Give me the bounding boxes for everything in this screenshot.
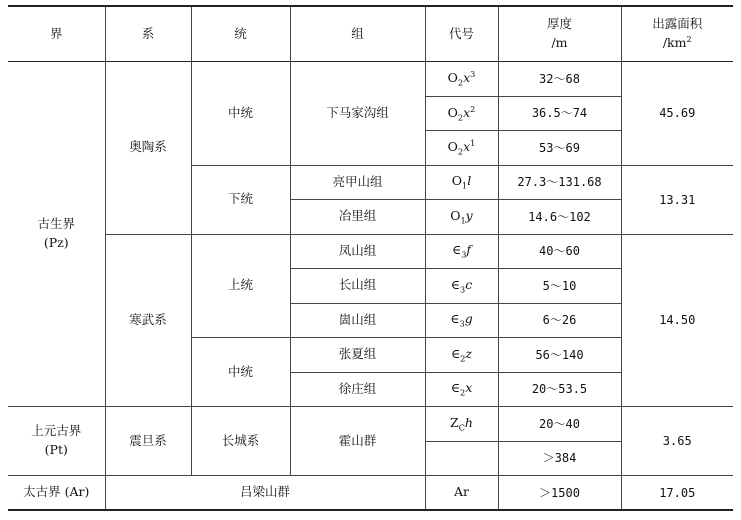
- system-cambrian: 寒武系: [105, 234, 191, 407]
- area-cambrian: 14.50: [621, 234, 733, 407]
- header-code: 代号: [425, 6, 498, 62]
- code-o2x3: $O_2x^3$: [425, 62, 498, 97]
- group-liangjiashan: 亮甲山组: [290, 165, 425, 200]
- area-sinian: 3.65: [621, 407, 733, 476]
- code-zch-empty: [425, 441, 498, 476]
- header-thickness-title: 厚度: [546, 16, 572, 32]
- code-ar: Ar: [425, 476, 498, 511]
- series-ordovician-lower: 下统: [191, 165, 290, 234]
- table-row: [8, 234, 733, 269]
- area-ordovician-lower: 13.31: [621, 165, 733, 234]
- group-fengshan: 凤山组: [290, 234, 425, 269]
- thickness-e2x: 20～53.5: [498, 372, 621, 407]
- header-thickness-unit: /m: [551, 35, 568, 50]
- code-o2x1: $O_2x^1$: [425, 131, 498, 166]
- code-e2z: $\in_2z$: [425, 338, 498, 373]
- series-ordovician-middle: 中统: [191, 62, 290, 166]
- group-xuzhuang: 徐庄组: [290, 372, 425, 407]
- table-row: [8, 407, 733, 442]
- thickness-o1l: 27.3～131.68: [498, 165, 621, 200]
- header-system: 系: [105, 6, 191, 62]
- system-sinian: 震旦系: [105, 407, 191, 476]
- eon-paleozoic: 古生界 (Pz): [8, 62, 105, 407]
- code-o2x2: $O_2x^2$: [425, 96, 498, 131]
- header-area-unit: $/km^2$: [662, 34, 692, 51]
- code-o1y: $O_1y$: [425, 200, 498, 235]
- code-e3f: $\in_3f$: [425, 234, 498, 269]
- thickness-zch-a: 20～40: [498, 407, 621, 442]
- header-area: [621, 6, 733, 62]
- group-lvliangshan: 吕梁山群: [105, 476, 425, 511]
- code-e3c: $\in_3c$: [425, 269, 498, 304]
- thickness-e3c: 5～10: [498, 269, 621, 304]
- code-e3g: $\in_3g$: [425, 303, 498, 338]
- table-row: [8, 62, 733, 97]
- thickness-o2x2: 36.5～74: [498, 96, 621, 131]
- series-cambrian-middle: 中统: [191, 338, 290, 407]
- code-o1l: $O_1l$: [425, 165, 498, 200]
- code-zch: $Z_Ch$: [425, 407, 498, 442]
- thickness-ar: ＞1500: [498, 476, 621, 511]
- code-e2x: $\in_2x$: [425, 372, 498, 407]
- area-archean: 17.05: [621, 476, 733, 511]
- system-ordovician: 奥陶系: [105, 62, 191, 235]
- thickness-o2x1: 53～69: [498, 131, 621, 166]
- header-series: 统: [191, 6, 290, 62]
- group-changshan: 长山组: [290, 269, 425, 304]
- header-group: 组: [290, 6, 425, 62]
- stratigraphy-table: [8, 5, 733, 511]
- thickness-e3f: 40～60: [498, 234, 621, 269]
- table-row: [8, 476, 733, 511]
- series-cambrian-upper: 上统: [191, 234, 290, 338]
- series-changcheng: 长城系: [191, 407, 290, 476]
- thickness-o1y: 14.6～102: [498, 200, 621, 235]
- group-yeli: 冶里组: [290, 200, 425, 235]
- eon-archean: 太古界 (Ar): [8, 476, 105, 511]
- group-zhangxia: 张夏组: [290, 338, 425, 373]
- eon-proterozoic: 上元古界 (Pt): [8, 407, 105, 476]
- header-thickness: [498, 6, 621, 62]
- group-huoshan: 霍山群: [290, 407, 425, 476]
- group-gushan: 崮山组: [290, 303, 425, 338]
- thickness-zch-b: ＞384: [498, 441, 621, 476]
- thickness-o2x3: 32～68: [498, 62, 621, 97]
- header-row: [8, 6, 733, 62]
- thickness-e2z: 56～140: [498, 338, 621, 373]
- thickness-e3g: 6～26: [498, 303, 621, 338]
- area-ordovician-middle: 45.69: [621, 62, 733, 166]
- header-area-title: 出露面积: [652, 15, 703, 31]
- header-eon: 界: [8, 6, 105, 62]
- group-xiamajiagou: 下马家沟组: [290, 62, 425, 166]
